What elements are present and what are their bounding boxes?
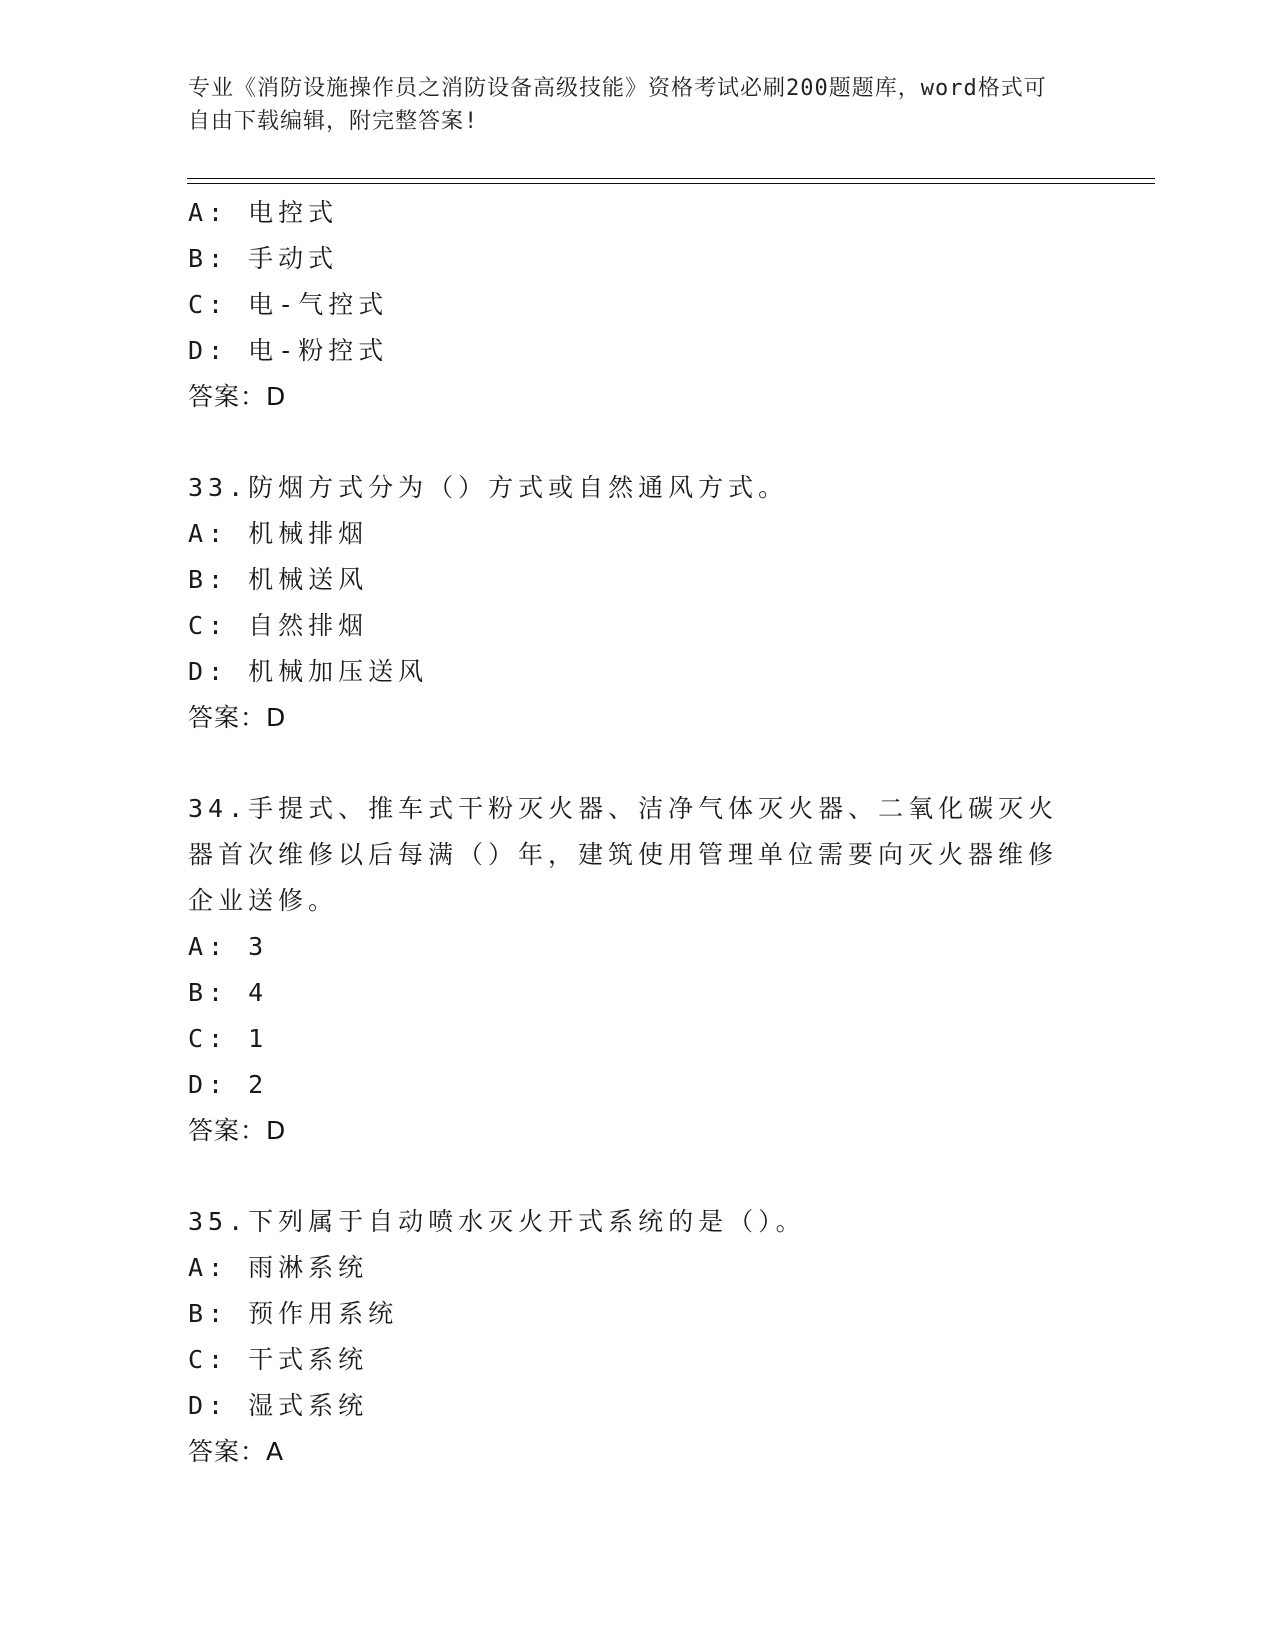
- question-block-partial: [188, 190, 1088, 420]
- question-text: 35.下列属于自动喷水灭火开式系统的是（）。: [188, 1207, 806, 1236]
- option-b: B: 机械送风: [188, 565, 369, 594]
- spacer: [188, 420, 1088, 465]
- option-b: B: 4: [188, 978, 269, 1007]
- question-block-33: [188, 465, 1088, 741]
- spacer: [188, 741, 1088, 786]
- option-b: B: 手动式: [188, 244, 339, 273]
- header-divider-bottom: [187, 183, 1155, 184]
- option-d: D: 2: [188, 1070, 269, 1099]
- option-c: C: 自然排烟: [188, 611, 369, 640]
- question-block-34: [188, 786, 1088, 1154]
- option-d: D: 机械加压送风: [188, 657, 429, 686]
- question-block-35: [188, 1199, 1088, 1475]
- option-a: A: 雨淋系统: [188, 1253, 369, 1282]
- option-c: C: 干式系统: [188, 1345, 369, 1374]
- document-header: 专业《消防设施操作员之消防设备高级技能》资格考试必刷200题题库，word格式可自由下载编辑，附完整答案!: [188, 76, 1047, 134]
- answer-line: 答案：D: [188, 703, 287, 732]
- option-b: B: 预作用系统: [188, 1299, 399, 1328]
- spacer: [188, 1154, 1088, 1199]
- question-list: [188, 190, 1088, 1475]
- option-c: C: 1: [188, 1024, 269, 1053]
- question-text: 34.手提式、推车式干粉灭火器、洁净气体灭火器、二氧化碳灭火器首次维修以后每满（）年，建筑使用管理单位需要向灭火器维修企业送修。: [188, 794, 1059, 915]
- option-a: A: 电控式: [188, 198, 339, 227]
- answer-line: 答案：D: [188, 382, 287, 411]
- answer-line: 答案：D: [188, 1116, 287, 1145]
- option-a: A: 机械排烟: [188, 519, 369, 548]
- answer-line: 答案：A: [188, 1437, 285, 1466]
- option-c: C: 电-气控式: [188, 290, 389, 319]
- option-d: D: 湿式系统: [188, 1391, 369, 1420]
- header-divider-top: [187, 178, 1155, 179]
- option-d: D: 电-粉控式: [188, 336, 389, 365]
- option-a: A: 3: [188, 932, 269, 961]
- question-text: 33.防烟方式分为（）方式或自然通风方式。: [188, 473, 789, 502]
